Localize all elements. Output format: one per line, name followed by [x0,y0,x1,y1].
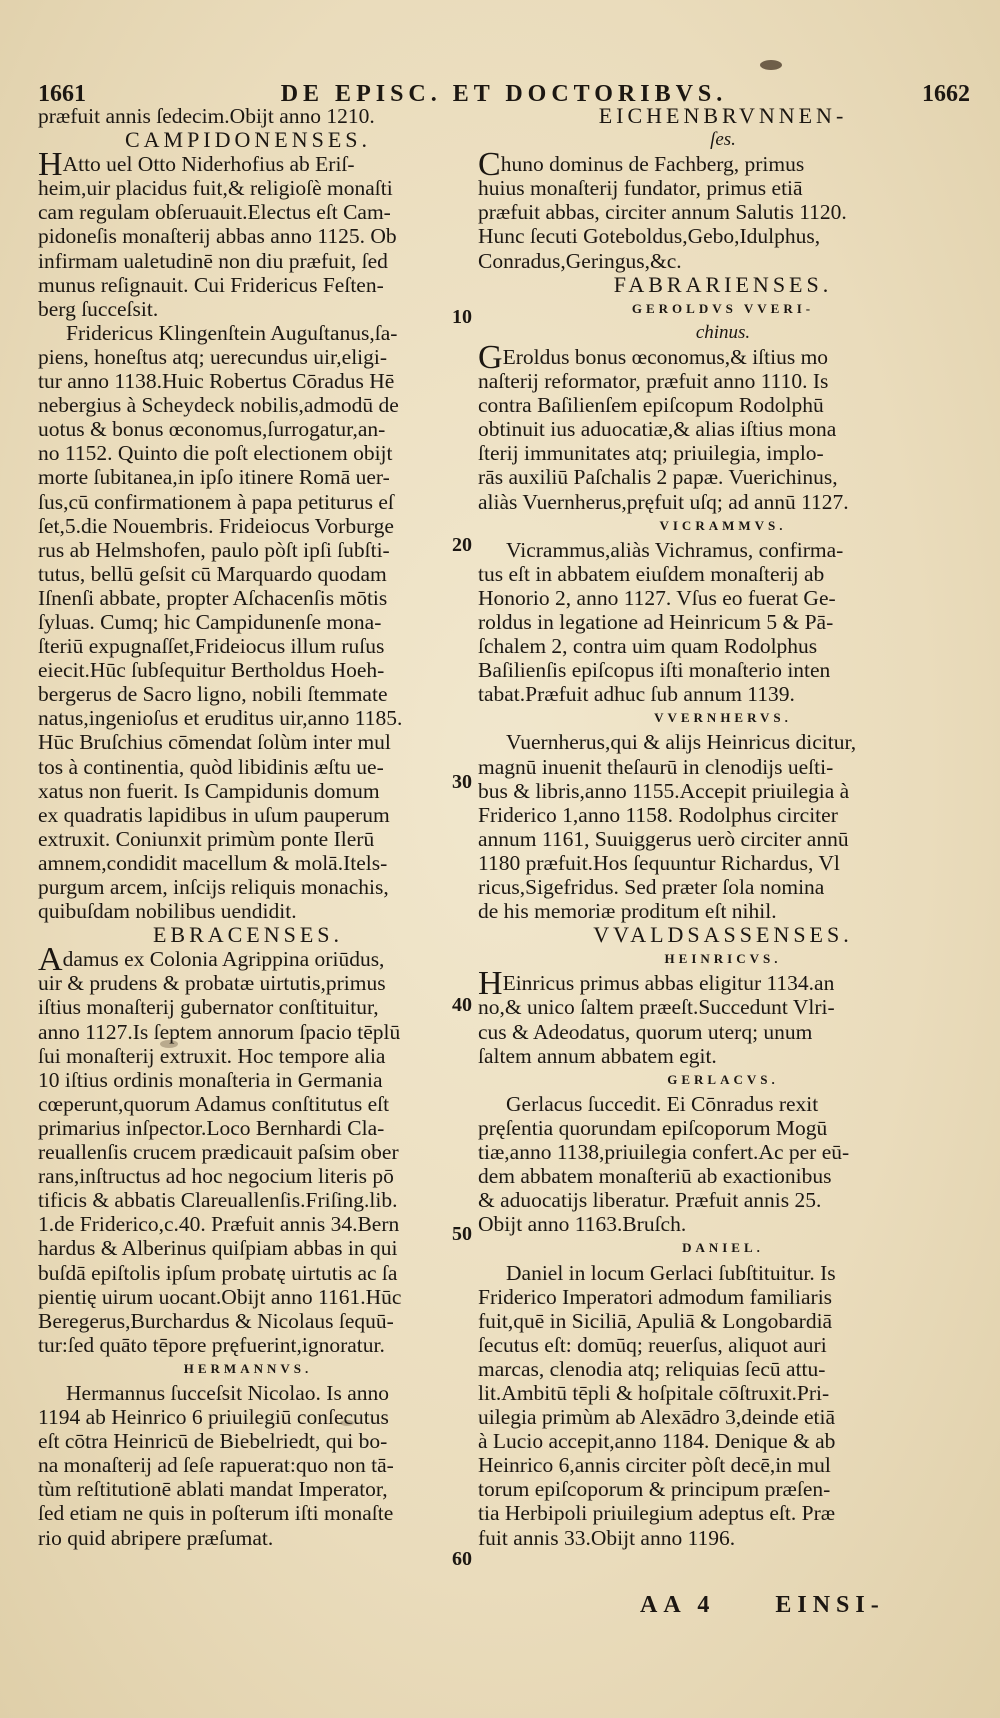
line-text: præfuit annis ſedecim.Obijt anno 1210. [38,104,375,128]
text-line [38,1501,458,1525]
line-text: bergerus de Sacro ligno, nobili ſtemmate [38,682,388,707]
line-text: ſui monaſterij extruxit. Hoc tempore alia [38,1043,386,1068]
line-text: ricus,Sigefridus. Sed præter ſola nomina [478,875,825,899]
signature-mark: AA 4 [640,1592,716,1618]
initial-letter: H [478,965,503,1003]
text-line [478,1140,968,1164]
line-text: 1.de Friderico,c.40. Præfuit annis 34.Bern [38,1212,400,1237]
text-line [38,586,458,610]
margin-line-number: 50 [452,1223,472,1245]
text-line [478,1020,968,1044]
text-line [38,514,458,538]
line-text: eſt cōtra Heinricū de Biebelriedt, qui bo- [38,1429,388,1454]
line-text: tiæ,anno 1138,priuilegia confert.Ac per eū- [478,1140,850,1165]
text-line [38,941,458,979]
text-line [38,297,458,321]
line-text: magnū inuenit theſaurū in clenodijs ueſti- [478,754,834,779]
text-line [478,755,968,779]
line-text: na monaſterij ad ſeſe rapuerat:quo non tā- [38,1453,394,1478]
text-line [478,465,968,489]
line-text: ſterij immunitates atq; priuilegia, implo- [478,441,824,466]
text-line [38,1116,458,1140]
text-line [38,345,458,369]
line-text: Vuernherus,qui & alijs Heinricus dicitur, [506,730,857,755]
line-text: iſtius monaſterij gubernator conſtituitur, [38,995,379,1020]
text-line [478,899,968,923]
line-text: marcas, clenodia atq; reliquias ſecū attu- [478,1356,826,1381]
line-text: ſet,5.die Nouembris. Frideiocus Vorburge [38,513,394,538]
text-line [478,682,968,706]
line-text: Heinrico 6,annis circiter pòſt decē,in mul [478,1453,831,1478]
line-text: 10 iſtius ordinis monaſteria in Germania [38,1067,383,1092]
line-text: Beregerus,Burchardus & Nicolaus ſequū- [38,1308,394,1333]
text-line [38,827,458,851]
paper-stain [760,60,782,70]
line-text: 1194 ab Heinrico 6 priuilegiū conſecutus [38,1405,389,1430]
line-text: dem abbatem monaſteriū ab exactionibus [478,1164,832,1189]
line-text: heim,uir placidus fuit,& religioſè monaſti [38,176,393,201]
line-text: Iſnenſi abbate, propter Aſchacenſis mōtis [38,585,388,610]
line-text: torum epiſcoporum & principum præſen- [478,1477,831,1502]
line-text: rio quid abripere præſumat. [38,1525,274,1550]
text-line [38,441,458,465]
text-line [38,104,458,128]
text-line [38,224,458,248]
line-text: amnem,condidit macellum & molā.Itels- [38,850,388,875]
line-text: tificis & abbatis Clareuallenſis.Friſing.lib. [38,1188,398,1213]
line-text: Einricus primus abbas eligitur 1134.an [502,971,835,996]
text-line [38,875,458,899]
line-text: DANIEL. [682,1240,764,1256]
margin-line-number: 60 [452,1548,472,1570]
line-text: tabat.Præfuit adhuc ſub annum 1139. [478,682,795,707]
line-text: ex quadratis lapidibus in uſum pauperum [38,802,390,827]
text-line [38,1164,458,1188]
left-column [38,104,458,1550]
abbot-heading [478,514,968,538]
section-heading [478,273,968,297]
abbot-heading [478,706,968,730]
line-text: infirmam ualetudinē non diu præfuit, ſed [38,248,388,273]
heading-continuation [478,128,968,152]
line-text: ſed etiam ne quis in poſterum iſti monaſte [38,1501,394,1526]
text-line [38,562,458,586]
line-text: no 1152. Quinto die poſt electionem obijt [38,441,393,466]
text-line [478,1477,968,1501]
line-text: Honorio 2, anno 1127. Vſus eo fuerat Ge- [478,585,836,610]
text-line [478,827,968,851]
initial-letter: C [478,146,501,184]
text-line [38,1068,458,1092]
text-line [478,1044,968,1068]
line-text: rans,inſtructus ad hoc negocium literis pō [38,1164,394,1189]
text-line [38,1236,458,1260]
line-text: naſterij reformator, præfuit anno 1110. Is [478,369,829,394]
text-line [478,1212,968,1236]
text-line [38,538,458,562]
line-text: tur:ſed quāto tēpore pręfuerint,ignoratur. [38,1332,385,1357]
text-line [478,490,968,514]
line-text: ſecutus eſt: domūq; reuerſus, aliquot auri [478,1332,827,1357]
line-text: ſteriū expugnaſſet,Frideiocus illum ruſus [38,634,385,659]
line-text: rās auxiliū Paſchalis 2 papæ. Vuerichinus, [478,465,838,490]
text-line [478,965,968,1003]
text-line [38,995,458,1019]
text-line [478,1309,968,1333]
line-text: VICRAMMVS. [659,517,787,533]
text-line [478,1357,968,1381]
line-text: Friderico Imperatori admodum familiaris [478,1284,833,1309]
line-text: reuallenſis crucem prædicauit paſsim ober [38,1140,399,1165]
text-line [478,1333,968,1357]
line-text: Vicrammus,aliàs Vichramus, confirma- [506,537,844,562]
line-text: huius monaſterij fundator, primus etiā [478,176,803,201]
text-line [478,1164,968,1188]
text-line [478,441,968,465]
initial-letter: G [478,338,503,376]
page-footer [640,1592,885,1619]
line-text: tus eſt in abbatem eiuſdem monaſterij ab [478,561,825,586]
text-line [38,1261,458,1285]
line-text: GERLACVS. [667,1071,779,1087]
line-text: Hermannus ſucceſsit Nicolao. Is anno [66,1380,390,1405]
section-heading [478,104,968,128]
text-line [38,1405,458,1429]
section-heading [38,128,458,152]
line-text: de his memoriæ proditum eſt nihil. [478,899,777,924]
line-text: tos à continentia, quòd libidinis æſtu ue- [38,754,384,779]
page-number-right: 1662 [922,81,970,107]
text-line [38,1188,458,1212]
line-text: ſus,cū confirmationem à papa petiturus eſ [38,489,394,514]
text-line [38,321,458,345]
line-text: rus ab Helmshofen, paulo pòſt ipſi ſubſti- [38,537,390,562]
text-line [38,1429,458,1453]
line-text: 1180 præfuit.Hos ſequuntur Richardus, Vl [478,850,840,875]
text-line [478,1116,968,1140]
text-line [38,393,458,417]
line-text: lit.Ambitū tēpli & hoſpitale cōſtruxit.Pri- [478,1380,830,1405]
line-text: Eroldus bonus œconomus,& iſtius mo [502,344,829,369]
text-line [478,586,968,610]
line-text: aliàs Vuernherus,pręfuit uſq; ad annū 1127. [478,489,849,514]
line-text: Baſilienſis epiſcopus iſti monaſterio inten [478,658,831,683]
line-text: FABRARIENSES. [613,271,833,297]
line-text: cam regulam obſeruauit.Electus eſt Cam- [38,200,391,225]
text-line [38,899,458,923]
line-text: pientię uirum uocant.Obijt anno 1161.Hūc [38,1284,402,1309]
margin-line-number: 40 [452,994,472,1016]
text-line [38,1285,458,1309]
text-line [478,995,968,1019]
text-line [478,176,968,200]
line-text: pidoneſis monaſterij abbas anno 1125. Ob [38,224,397,249]
line-text: primarius inſpector.Loco Bernhardi Cla- [38,1115,385,1140]
line-text: EICHENBRVNNEN- [598,103,848,128]
text-line [38,803,458,827]
text-line [478,730,968,754]
text-line [38,1212,458,1236]
line-text: damus ex Colonia Agrippina oriūdus, [62,947,385,972]
text-line [478,338,968,376]
text-line [478,1092,968,1116]
text-line [38,730,458,754]
text-line [478,1429,968,1453]
text-line [38,1453,458,1477]
line-text: hardus & Alberinus quiſpiam abbas in qui [38,1236,398,1261]
text-line [38,146,458,184]
line-text: annum 1161, Suuiggerus uerò circiter annū [478,826,849,851]
line-text: uotus & bonus œconomus,ſurrogatur,an- [38,417,386,442]
text-line [478,1285,968,1309]
line-text: chinus. [695,321,751,343]
text-line [478,1526,968,1550]
line-text: VVALDSASSENSES. [593,922,853,948]
line-text: quibuſdam nobilibus uendidit. [38,899,297,924]
margin-line-number: 10 [452,306,472,328]
text-line [38,1333,458,1357]
text-line [38,1140,458,1164]
running-title: DE EPISC. ET DOCTORIBVS. [280,81,728,107]
line-text: HEINRICVS. [664,951,782,967]
abbot-heading [478,297,968,321]
text-line [478,1261,968,1285]
text-line [38,658,458,682]
text-line [478,1405,968,1429]
line-text: xatus non fuerit. Is Campidunis domum [38,778,380,803]
line-text: uilegia primùm ab Alexādro 3,deinde etiā [478,1405,836,1430]
text-line [38,1526,458,1550]
line-text: contra Baſilienſem epiſcopum Rodolphū [478,393,824,418]
line-text: ſyluas. Cumq; hic Campidunenſe mona- [38,609,382,634]
text-line [478,200,968,224]
line-text: huno dominus de Fachberg, primus [500,152,805,177]
margin-line-number: 30 [452,771,472,793]
text-line [478,634,968,658]
section-heading [38,923,458,947]
text-line [478,417,968,441]
text-line [478,393,968,417]
text-line [38,682,458,706]
line-text: fuit,quē in Siciliā, Apuliā & Longobardiā [478,1308,833,1333]
line-text: Hūc Bruſchius cōmendat ſolùm inter mul [38,730,391,755]
section-heading [478,923,968,947]
text-line [38,176,458,200]
line-text: fuit annis 33.Obijt anno 1196. [478,1525,736,1550]
text-line [38,1020,458,1044]
abbot-heading [478,1236,968,1260]
text-line [478,1381,968,1405]
text-line [38,465,458,489]
line-text: HERMANNVS. [183,1360,313,1376]
right-column [478,104,968,1550]
line-text: cus & Adeodatus, quorum uterq; unum [478,1019,813,1044]
line-text: tutus, bellū geſsit cū Marquardo quodam [38,561,387,586]
line-text: uir & prudens & probatæ uirtutis,primus [38,971,386,996]
line-text: Hunc ſecuti Goteboldus,Gebo,Idulphus, [478,224,821,249]
text-line [38,1092,458,1116]
page-number-left: 1661 [38,81,86,107]
text-line [38,1309,458,1333]
text-line [38,273,458,297]
text-line [38,1381,458,1405]
line-text: anno 1127.Is ſeptem annorum ſpacio tēplū [38,1019,401,1044]
line-text: obtinuit ius aduocatiæ,& alias iſtius mona [478,417,837,442]
line-text: munus reſignauit. Cui Fridericus Feſten- [38,272,384,297]
text-line [478,1453,968,1477]
text-line [478,610,968,634]
line-text: morte ſubitanea,in ipſo itinere Romā uer- [38,465,390,490]
text-line [38,706,458,730]
line-text: Gerlacus ſuccedit. Ei Cōnradus rexit [506,1091,819,1116]
line-text: ſaltem annum abbatem egit. [478,1043,717,1068]
margin-line-number: 20 [452,534,472,556]
line-text: CAMPIDONENSES. [124,127,372,153]
text-line [38,249,458,273]
text-line [38,369,458,393]
abbot-heading [38,1357,458,1381]
text-line [478,875,968,899]
line-text: no,& unico ſaltem præeſt.Succedunt Vlri- [478,995,835,1020]
text-line [38,634,458,658]
text-line [38,851,458,875]
text-line [478,1188,968,1212]
text-line [478,538,968,562]
text-line [478,224,968,248]
line-text: extruxit. Coniunxit primùm ponte Ilerū [38,826,375,851]
line-text: à Lucio accepit,anno 1184. Denique & ab [478,1429,836,1454]
line-text: EBRACENSES. [152,922,344,948]
text-line [38,1044,458,1068]
initial-letter: H [38,146,63,184]
text-line [38,971,458,995]
text-line [478,779,968,803]
text-line [38,490,458,514]
text-line [38,755,458,779]
line-text: Obijt anno 1163.Bruſch. [478,1212,687,1237]
text-line [478,369,968,393]
line-text: pręſentia quorundam epiſcoporum Mogū [478,1115,828,1140]
text-line [478,146,968,184]
line-text: ſes. [710,129,736,151]
heading-continuation [478,321,968,345]
text-line [38,779,458,803]
initial-letter: A [38,941,63,979]
abbot-heading [478,1068,968,1092]
line-text: Conradus,Geringus,&c. [478,248,682,273]
line-text: purgum arcem, inſcijs reliquis monachis, [38,875,389,899]
text-line [478,658,968,682]
text-line [478,1501,968,1525]
line-text: ſchalem 2, contra uim quam Rodolphus [478,634,818,659]
line-text: tur anno 1138.Huic Robertus Cōradus Hē [38,369,395,394]
line-text: Friderico 1,anno 1158. Rodolphus circiter [478,802,838,827]
line-text: cœperunt,quorum Adamus conſtitutus eſt [38,1091,390,1116]
line-text: berg ſucceſsit. [38,296,159,321]
line-text: & aduocatijs liberatur. Præfuit annis 25. [478,1188,822,1213]
line-text: bus & libris,anno 1155.Accepit priuilegia à [478,778,850,803]
text-line [478,562,968,586]
line-text: tùm reſtitutionē ablati mandat Imperator, [38,1477,388,1502]
catchword: EINSI- [775,1592,885,1618]
text-line [478,803,968,827]
text-line [38,1477,458,1501]
line-text: VVERNHERVS. [654,710,792,726]
line-text: nebergius à Scheydeck nobilis,admodū de [38,393,399,418]
line-text: Daniel in locum Gerlaci ſubſtituitur. Is [506,1260,836,1285]
line-text: GEROLDVS VVERI- [631,300,815,316]
text-line [38,610,458,634]
line-text: tia Herbipoli priuilegium adeptus eſt. Præ [478,1501,836,1526]
line-text: præfuit abbas, circiter annum Salutis 1120. [478,200,847,225]
abbot-heading [478,947,968,971]
text-line [478,249,968,273]
line-text: Atto uel Otto Niderhofius ab Eriſ- [62,152,355,177]
line-text: natus,ingenioſus et eruditus uir,anno 1185. [38,706,403,731]
text-line [38,200,458,224]
line-text: eiecit.Hūc ſubſequitur Bertholdus Hoeh- [38,658,385,683]
text-line [478,851,968,875]
text-line [38,417,458,441]
line-text: buſdā epiſtolis ipſum probatę uirtutis ac ſa [38,1260,398,1285]
line-text: piens, honeſtus atq; uerecundus uir,eligi- [38,344,388,369]
line-text: roldus in legatione ad Heinricum 5 & Pā- [478,609,834,634]
line-text: Fridericus Klingenſtein Auguſtanus,ſa- [66,320,398,345]
